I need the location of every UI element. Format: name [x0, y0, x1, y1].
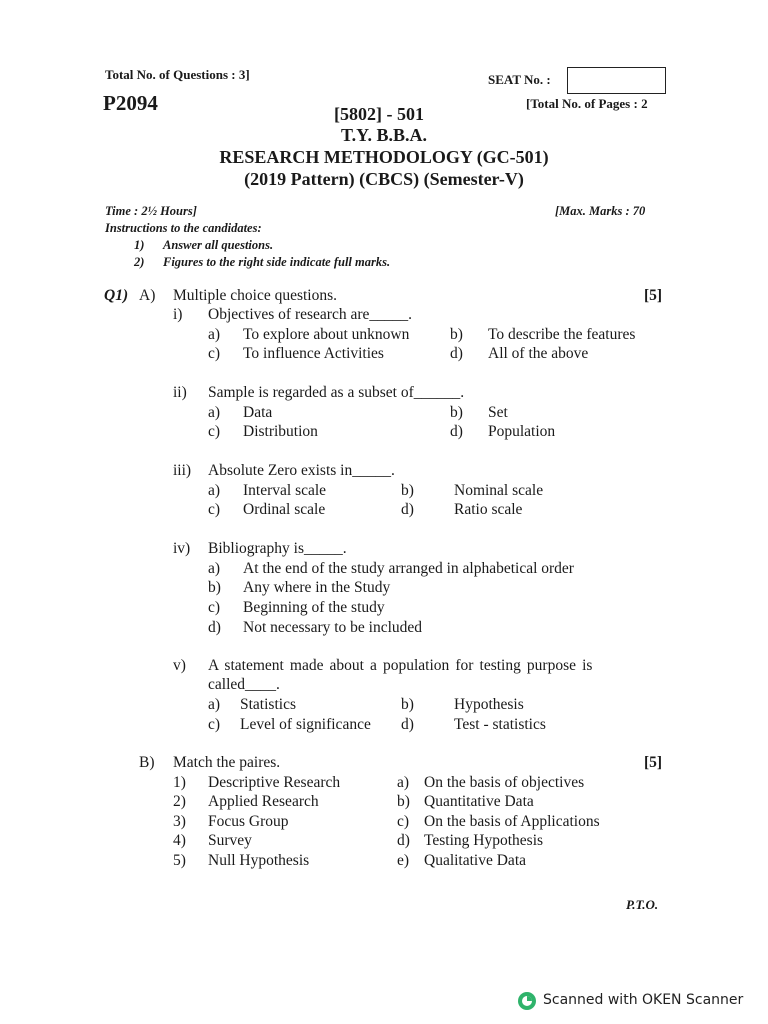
option-text: Not necessary to be included — [243, 619, 423, 636]
match-right-text: Quantitative Data — [424, 793, 534, 810]
match-left-text: Focus Group — [208, 813, 289, 830]
total-pages: [Total No. of Pages : 2 — [526, 96, 648, 111]
match-left-text: Descriptive Research — [208, 774, 341, 791]
match-num: 5) — [173, 852, 186, 869]
match-key: e) — [397, 852, 410, 869]
option-key: b) — [401, 482, 414, 499]
item-text: A statement made about a population for testing purpose is — [208, 657, 593, 674]
option-key: b) — [450, 404, 463, 421]
subject-title: RESEARCH METHODOLOGY (GC-501) — [219, 147, 549, 167]
match-right-text: On the basis of objectives — [424, 774, 585, 791]
option-key: c) — [208, 599, 221, 616]
option-text: At the end of the study arranged in alphabetical order — [243, 560, 574, 577]
option-text: Data — [243, 404, 273, 421]
match-left-text: Applied Research — [208, 793, 319, 810]
option-key: d) — [401, 716, 414, 733]
item-text: Bibliography is_____. — [208, 540, 347, 557]
match-key: d) — [397, 832, 410, 849]
match-num: 1) — [173, 774, 186, 791]
option-text: Distribution — [243, 423, 318, 440]
option-key: c) — [208, 716, 221, 733]
oken-scanner-logo-icon — [517, 991, 537, 1011]
option-text: Test - statistics — [454, 716, 546, 733]
option-key: a) — [208, 326, 221, 343]
option-key: c) — [208, 501, 221, 518]
option-text: To explore about unknown — [243, 326, 410, 343]
marks-label: [5] — [644, 287, 663, 304]
option-key: d) — [450, 423, 463, 440]
option-key: b) — [450, 326, 463, 343]
item-text-continued: called____. — [208, 676, 280, 693]
option-text: Ratio scale — [454, 501, 523, 518]
option-key: a) — [208, 404, 221, 421]
option-key: b) — [401, 696, 414, 713]
match-right-text: Testing Hypothesis — [424, 832, 544, 849]
instruction-num: 1) — [134, 238, 145, 252]
option-key: a) — [208, 696, 221, 713]
match-num: 3) — [173, 813, 186, 830]
match-num: 4) — [173, 832, 186, 849]
item-num: iii) — [173, 462, 192, 479]
option-key: d) — [208, 619, 221, 636]
match-num: 2) — [173, 793, 186, 810]
option-key: a) — [208, 560, 221, 577]
item-text: Sample is regarded as a subset of______. — [208, 384, 465, 401]
course-code: [5802] - 501 — [334, 104, 424, 124]
item-text: Objectives of research are_____. — [208, 306, 412, 323]
option-key: c) — [208, 345, 221, 362]
option-text: To describe the features — [488, 326, 636, 343]
item-num: v) — [173, 657, 186, 674]
match-key: b) — [397, 793, 410, 810]
part-label: A) — [139, 287, 156, 304]
option-text: Beginning of the study — [243, 599, 385, 616]
seat-no-box — [567, 67, 666, 94]
option-key: b) — [208, 579, 221, 596]
pto-label: P.T.O. — [626, 897, 659, 912]
option-text: Any where in the Study — [243, 579, 391, 596]
option-text: Ordinal scale — [243, 501, 326, 518]
item-num: i) — [173, 306, 183, 323]
part-label: B) — [139, 754, 155, 771]
seat-no-label: SEAT No. : — [488, 72, 551, 87]
option-text: Statistics — [240, 696, 296, 713]
marks-label: [5] — [644, 754, 663, 771]
instruction-num: 2) — [134, 255, 145, 269]
option-text: Hypothesis — [454, 696, 524, 713]
time-label: Time : 2½ Hours] — [105, 204, 197, 218]
program-name: T.Y. B.B.A. — [340, 125, 428, 145]
option-text: All of the above — [488, 345, 589, 362]
match-right-text: Qualitative Data — [424, 852, 526, 869]
total-questions: Total No. of Questions : 3] — [105, 67, 250, 82]
option-text: Level of significance — [240, 716, 371, 733]
option-text: Nominal scale — [454, 482, 544, 499]
option-key: d) — [401, 501, 414, 518]
option-text: To influence Activities — [243, 345, 384, 362]
match-left-text: Null Hypothesis — [208, 852, 310, 869]
match-key: c) — [397, 813, 410, 830]
match-key: a) — [397, 774, 410, 791]
question-label: Q1) — [104, 287, 129, 304]
match-right-text: On the basis of Applications — [424, 813, 600, 830]
pattern-line: (2019 Pattern) (CBCS) (Semester-V) — [244, 169, 524, 189]
item-text: Absolute Zero exists in_____. — [208, 462, 395, 479]
option-key: d) — [450, 345, 463, 362]
max-marks: [Max. Marks : 70 — [555, 204, 646, 218]
part-title: Multiple choice questions. — [173, 287, 338, 304]
part-title: Match the paires. — [173, 754, 281, 771]
instruction-text: Answer all questions. — [163, 238, 274, 252]
match-left-text: Survey — [208, 832, 252, 849]
paper-code: P2094 — [103, 91, 158, 115]
instructions-title: Instructions to the candidates: — [105, 221, 262, 235]
option-key: c) — [208, 423, 221, 440]
option-text: Set — [488, 404, 508, 421]
option-key: a) — [208, 482, 221, 499]
scanner-watermark-text: Scanned with OKEN Scanner — [543, 992, 744, 1008]
item-num: ii) — [173, 384, 187, 401]
option-text: Population — [488, 423, 556, 440]
item-num: iv) — [173, 540, 191, 557]
instruction-text: Figures to the right side indicate full marks. — [163, 255, 391, 269]
option-text: Interval scale — [243, 482, 327, 499]
